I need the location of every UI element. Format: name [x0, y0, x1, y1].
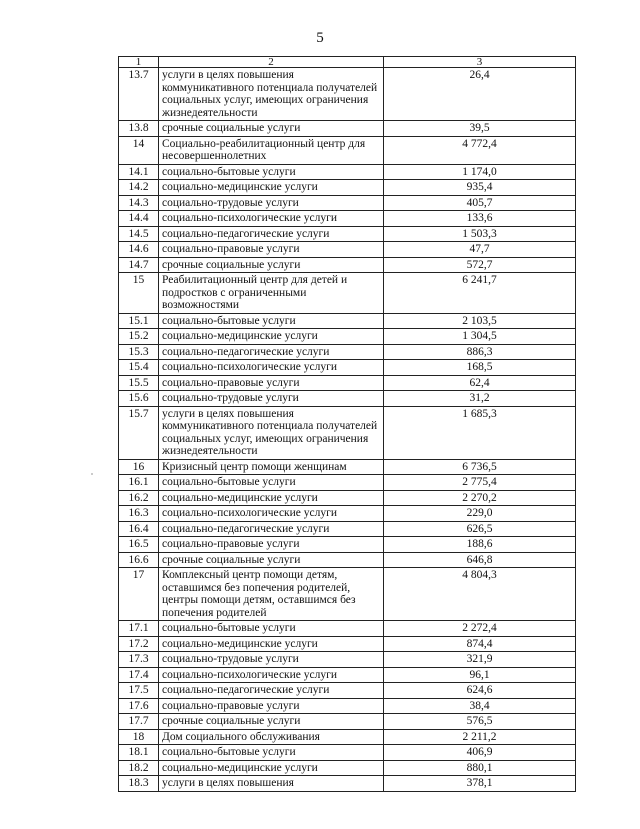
row-name-cell: социально-медицинские услуги: [159, 636, 384, 652]
table-row: [119, 406, 576, 459]
row-name-cell: социально-медицинские услуги: [159, 180, 384, 196]
row-amount-cell: 2 270,2: [384, 490, 576, 506]
table-row: [119, 121, 576, 137]
row-name-cell: социально-медицинские услуги: [159, 490, 384, 506]
table-body: [119, 68, 576, 792]
row-name-cell: Социально-реабилитационный центр для несовершеннолетних: [159, 136, 384, 164]
row-amount-cell: 188,6: [384, 537, 576, 553]
row-amount-cell: 168,5: [384, 360, 576, 376]
column-header-number: 1: [119, 57, 159, 68]
table-row: [119, 273, 576, 314]
row-name-cell: социально-педагогические услуги: [159, 683, 384, 699]
row-amount-cell: 39,5: [384, 121, 576, 137]
row-number-cell: 17.7: [119, 714, 159, 730]
table-row: [119, 652, 576, 668]
page-number: 5: [316, 30, 324, 46]
row-number-cell: 17.1: [119, 621, 159, 637]
row-number-cell: 16.6: [119, 552, 159, 568]
row-name-cell: социально-правовые услуги: [159, 698, 384, 714]
table-row: [119, 375, 576, 391]
row-amount-cell: 626,5: [384, 521, 576, 537]
row-amount-cell: 576,5: [384, 714, 576, 730]
row-amount-cell: 62,4: [384, 375, 576, 391]
row-amount-cell: 624,6: [384, 683, 576, 699]
row-amount-cell: 572,7: [384, 257, 576, 273]
row-number-cell: 15.5: [119, 375, 159, 391]
row-amount-cell: 880,1: [384, 760, 576, 776]
table-row: [119, 136, 576, 164]
row-amount-cell: 38,4: [384, 698, 576, 714]
table-row: [119, 760, 576, 776]
row-name-cell: Дом социального обслуживания: [159, 729, 384, 745]
table-row: [119, 459, 576, 475]
row-number-cell: 18.1: [119, 745, 159, 761]
row-amount-cell: 935,4: [384, 180, 576, 196]
row-amount-cell: 31,2: [384, 391, 576, 407]
row-number-cell: 15.1: [119, 313, 159, 329]
row-name-cell: услуги в целях повышения коммуникативного потенциала получателей социальных услуг, имеющих ограничения жизнедеятельности: [159, 68, 384, 121]
row-amount-cell: 96,1: [384, 667, 576, 683]
row-amount-cell: 874,4: [384, 636, 576, 652]
table-row: [119, 683, 576, 699]
row-name-cell: социально-трудовые услуги: [159, 391, 384, 407]
row-amount-cell: 4 772,4: [384, 136, 576, 164]
row-number-cell: 14.3: [119, 195, 159, 211]
table-row: [119, 242, 576, 258]
table-row: [119, 180, 576, 196]
row-amount-cell: 1 685,3: [384, 406, 576, 459]
row-amount-cell: 886,3: [384, 344, 576, 360]
row-amount-cell: 406,9: [384, 745, 576, 761]
row-name-cell: социально-правовые услуги: [159, 537, 384, 553]
table-row: [119, 391, 576, 407]
row-amount-cell: 26,4: [384, 68, 576, 121]
row-number-cell: 18.2: [119, 760, 159, 776]
row-name-cell: услуги в целях повышения: [159, 776, 384, 792]
table-row: [119, 313, 576, 329]
row-number-cell: 17: [119, 568, 159, 621]
row-amount-cell: 47,7: [384, 242, 576, 258]
row-number-cell: 13.7: [119, 68, 159, 121]
row-amount-cell: 2 211,2: [384, 729, 576, 745]
row-number-cell: 15: [119, 273, 159, 314]
table-row: [119, 776, 576, 792]
row-amount-cell: 2 103,5: [384, 313, 576, 329]
row-name-cell: Кризисный центр помощи женщинам: [159, 459, 384, 475]
table-row: [119, 68, 576, 121]
table-row: [119, 329, 576, 345]
row-name-cell: социально-психологические услуги: [159, 506, 384, 522]
table-row: [119, 490, 576, 506]
row-number-cell: 17.5: [119, 683, 159, 699]
table-row: [119, 195, 576, 211]
table-row: [119, 552, 576, 568]
table-row: [119, 568, 576, 621]
row-number-cell: 16.3: [119, 506, 159, 522]
row-number-cell: 17.4: [119, 667, 159, 683]
row-number-cell: 14.4: [119, 211, 159, 227]
row-name-cell: социально-педагогические услуги: [159, 521, 384, 537]
row-name-cell: социально-медицинские услуги: [159, 329, 384, 345]
budget-table: [118, 56, 576, 792]
row-number-cell: 17.2: [119, 636, 159, 652]
row-amount-cell: 1 304,5: [384, 329, 576, 345]
row-name-cell: услуги в целях повышения коммуникативного потенциала получателей социальных услуг, имеющих ограничения жизнедеятельности: [159, 406, 384, 459]
row-number-cell: 15.7: [119, 406, 159, 459]
row-name-cell: социально-психологические услуги: [159, 360, 384, 376]
table-row: [119, 344, 576, 360]
table-row: [119, 537, 576, 553]
row-number-cell: 14.5: [119, 226, 159, 242]
table-row: [119, 226, 576, 242]
table-row: [119, 636, 576, 652]
table-header-row: [119, 57, 576, 68]
row-name-cell: социально-педагогические услуги: [159, 344, 384, 360]
scan-speck: [91, 473, 93, 475]
row-amount-cell: 2 272,4: [384, 621, 576, 637]
row-amount-cell: 1 503,3: [384, 226, 576, 242]
row-name-cell: социально-трудовые услуги: [159, 195, 384, 211]
table-row: [119, 729, 576, 745]
row-name-cell: социально-психологические услуги: [159, 667, 384, 683]
row-amount-cell: 6 241,7: [384, 273, 576, 314]
row-number-cell: 16.2: [119, 490, 159, 506]
row-number-cell: 15.2: [119, 329, 159, 345]
row-number-cell: 17.6: [119, 698, 159, 714]
table-row: [119, 521, 576, 537]
row-amount-cell: 2 775,4: [384, 475, 576, 491]
row-name-cell: социально-правовые услуги: [159, 375, 384, 391]
row-name-cell: социально-педагогические услуги: [159, 226, 384, 242]
table-row: [119, 360, 576, 376]
row-name-cell: социально-правовые услуги: [159, 242, 384, 258]
row-number-cell: 14.6: [119, 242, 159, 258]
row-number-cell: 14.1: [119, 164, 159, 180]
row-amount-cell: 4 804,3: [384, 568, 576, 621]
column-header-amount: 3: [384, 57, 576, 68]
row-number-cell: 18.3: [119, 776, 159, 792]
row-number-cell: 15.3: [119, 344, 159, 360]
column-header-name: 2: [159, 57, 384, 68]
table-row: [119, 714, 576, 730]
row-number-cell: 16.5: [119, 537, 159, 553]
row-name-cell: социально-трудовые услуги: [159, 652, 384, 668]
table-row: [119, 667, 576, 683]
table-row: [119, 211, 576, 227]
row-name-cell: социально-бытовые услуги: [159, 621, 384, 637]
row-name-cell: социально-бытовые услуги: [159, 313, 384, 329]
row-number-cell: 14: [119, 136, 159, 164]
row-name-cell: социально-медицинские услуги: [159, 760, 384, 776]
row-name-cell: срочные социальные услуги: [159, 714, 384, 730]
row-number-cell: 16.4: [119, 521, 159, 537]
row-name-cell: социально-бытовые услуги: [159, 745, 384, 761]
table-row: [119, 745, 576, 761]
row-name-cell: Комплексный центр помощи детям, оставшимся без попечения родителей, центры помощи детям, оставшимся без попечения родителей: [159, 568, 384, 621]
row-number-cell: 15.4: [119, 360, 159, 376]
table-row: [119, 475, 576, 491]
row-amount-cell: 405,7: [384, 195, 576, 211]
row-number-cell: 16: [119, 459, 159, 475]
row-number-cell: 14.7: [119, 257, 159, 273]
row-number-cell: 13.8: [119, 121, 159, 137]
row-number-cell: 16.1: [119, 475, 159, 491]
row-amount-cell: 646,8: [384, 552, 576, 568]
table-row: [119, 506, 576, 522]
row-name-cell: срочные социальные услуги: [159, 552, 384, 568]
row-number-cell: 18: [119, 729, 159, 745]
table-row: [119, 257, 576, 273]
row-name-cell: Реабилитационный центр для детей и подростков с ограниченными возможностями: [159, 273, 384, 314]
row-amount-cell: 1 174,0: [384, 164, 576, 180]
row-amount-cell: 6 736,5: [384, 459, 576, 475]
table-row: [119, 698, 576, 714]
row-number-cell: 17.3: [119, 652, 159, 668]
table-row: [119, 164, 576, 180]
row-name-cell: социально-бытовые услуги: [159, 164, 384, 180]
row-number-cell: 14.2: [119, 180, 159, 196]
row-amount-cell: 321,9: [384, 652, 576, 668]
row-number-cell: 15.6: [119, 391, 159, 407]
row-amount-cell: 378,1: [384, 776, 576, 792]
row-name-cell: социально-бытовые услуги: [159, 475, 384, 491]
table-row: [119, 621, 576, 637]
row-name-cell: срочные социальные услуги: [159, 257, 384, 273]
row-amount-cell: 229,0: [384, 506, 576, 522]
row-name-cell: социально-психологические услуги: [159, 211, 384, 227]
row-name-cell: срочные социальные услуги: [159, 121, 384, 137]
row-amount-cell: 133,6: [384, 211, 576, 227]
